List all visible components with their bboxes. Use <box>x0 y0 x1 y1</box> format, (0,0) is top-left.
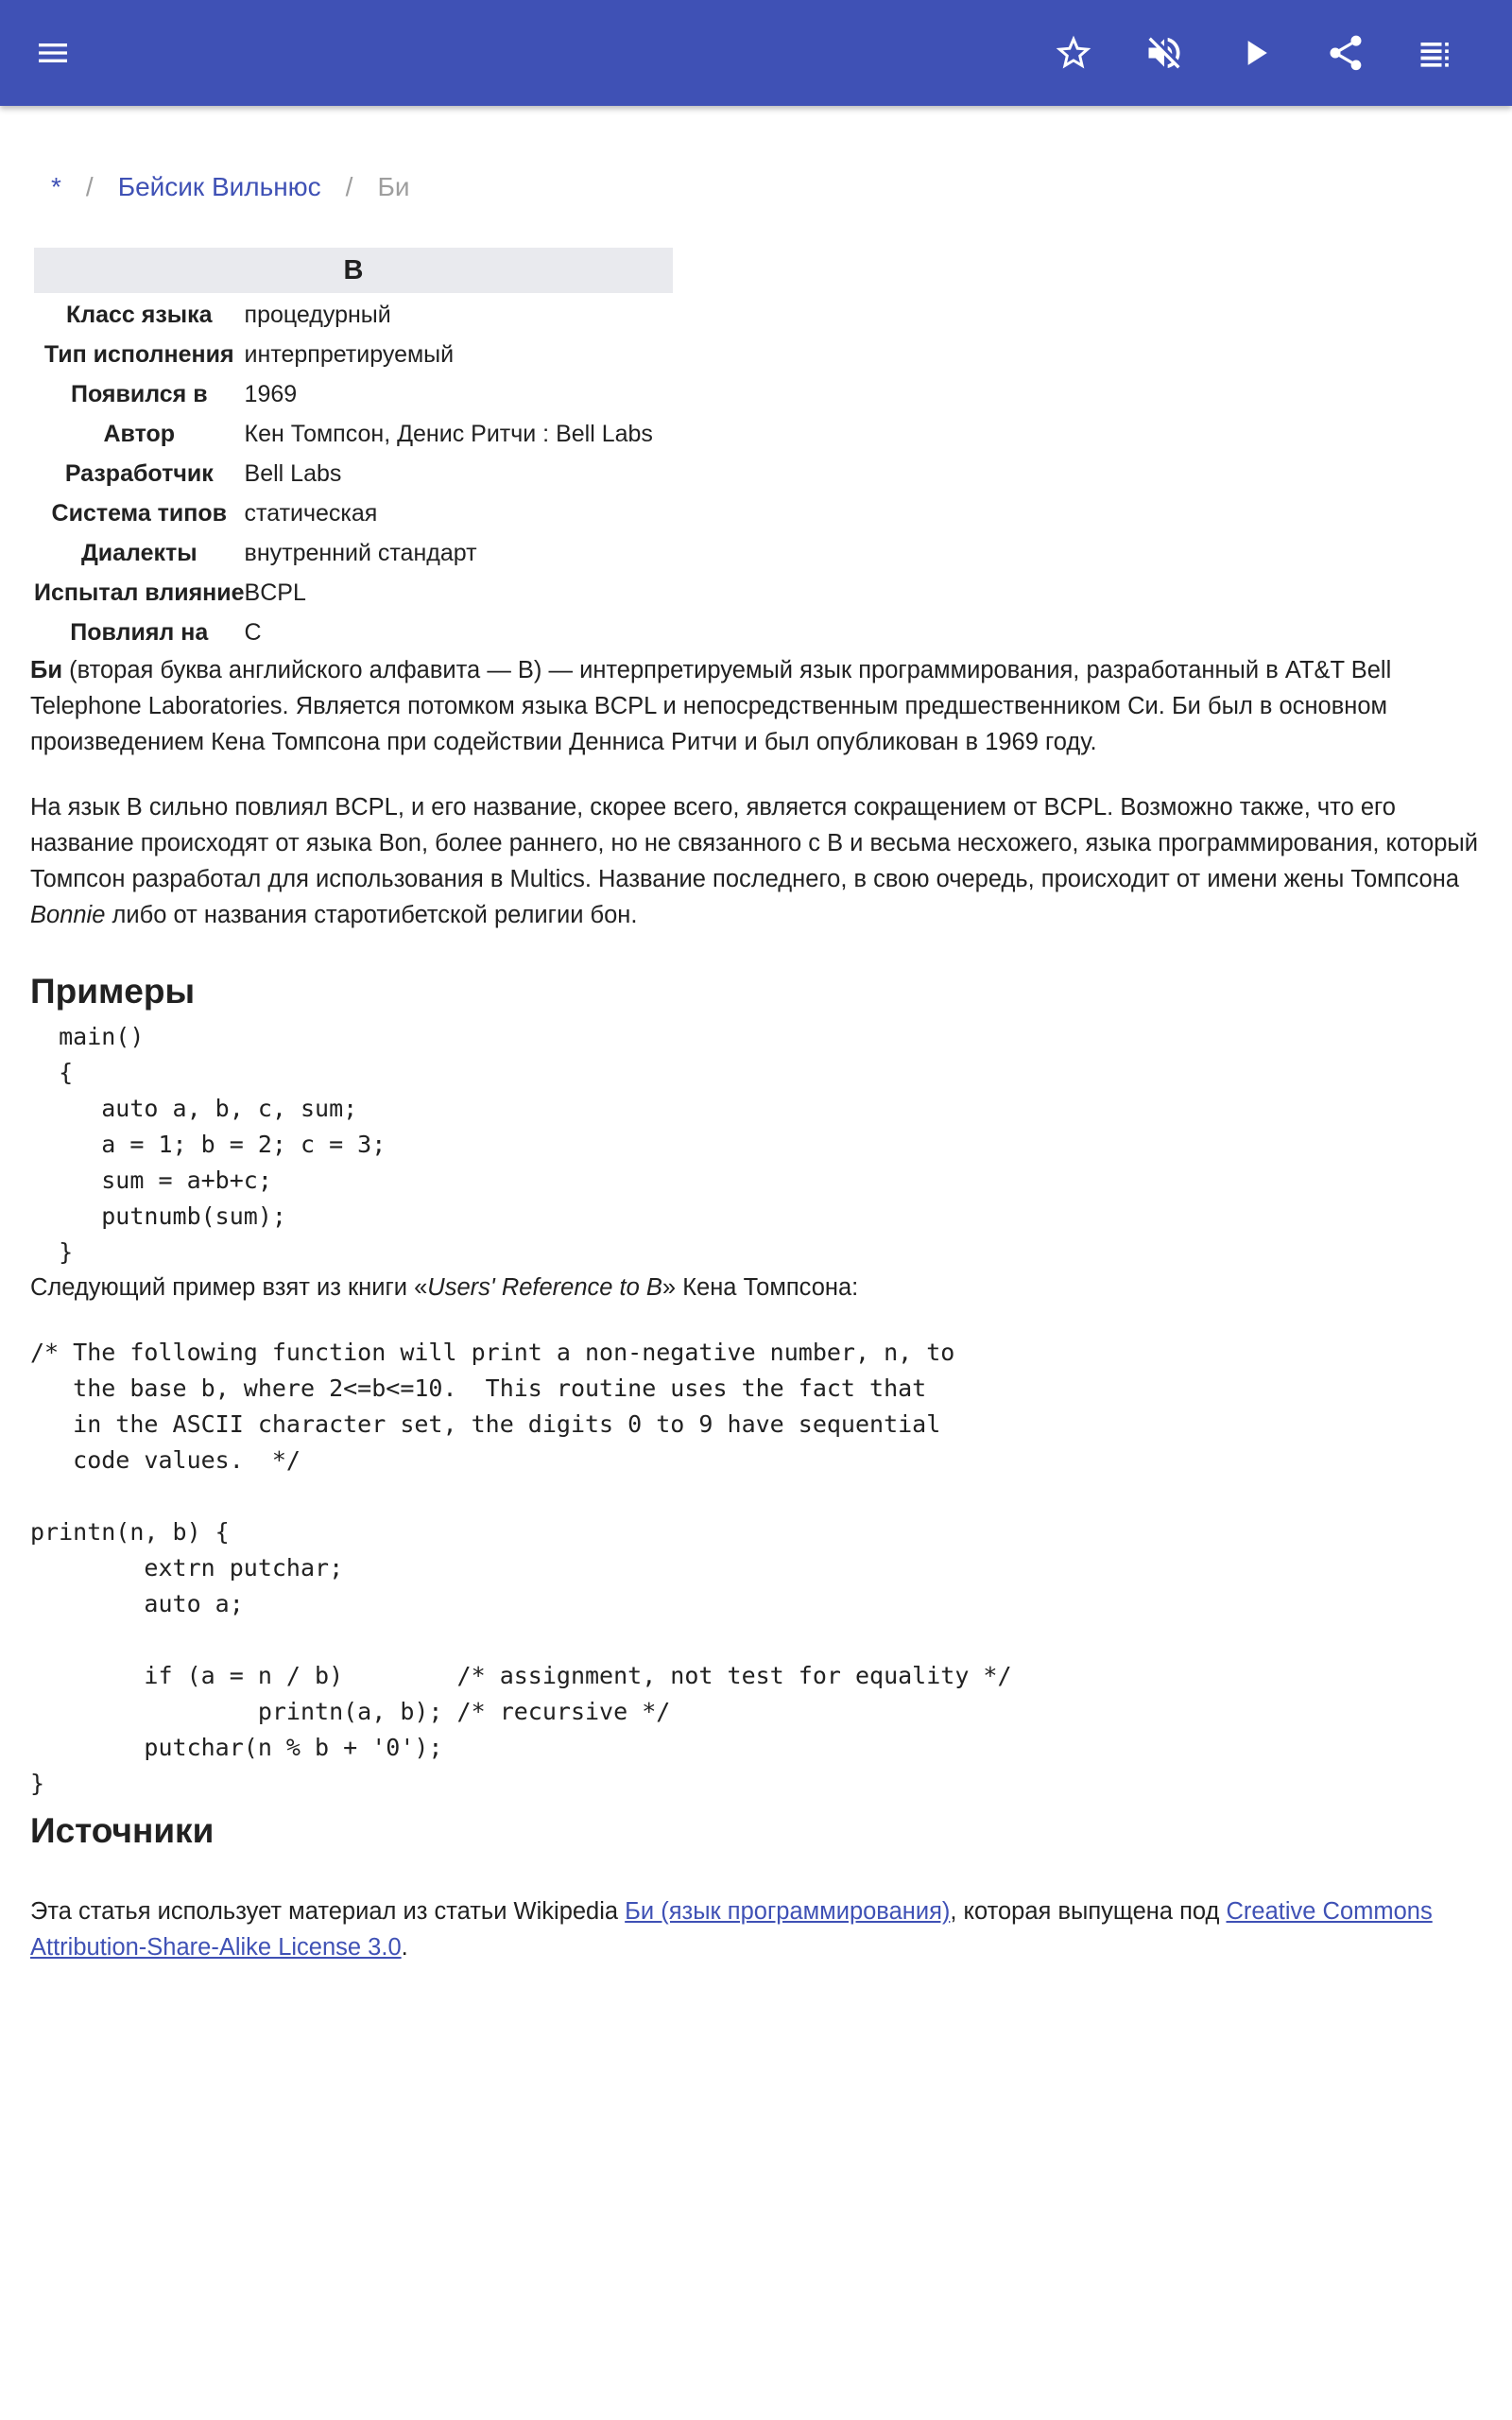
wikipedia-article-link[interactable]: Би (язык программирования) <box>625 1898 951 1925</box>
code-example-1: main() { auto a, b, c, sum; a = 1; b = 2; c = 3; sum = a+b+c; putnumb(sum); } <box>59 1023 387 1266</box>
infobox-title: B <box>34 248 673 293</box>
intro-text: (вторая буква английского алфавита — B) — интерпретируемый язык программирования, разработанный в AT&T Bell Telephone Laboratories. Является потомком языка BCPL и непосредственным предшественником Си. Би был в основном произведением Кена Томпсона при содействии Денниса Ритчи и был опубликован в 1969 году. <box>30 657 1392 755</box>
code-example-2: /* The following function will print a non-negative number, n, to the base b, where 2<=b<=10. This routine uses the fact that in the ASCII character set, the digits 0 to 9 have sequential code values. */ printn(n, b) { extrn putchar; auto a; if (a = n / b) /* assignment, not test for equality */ printn(a, b); /* recursive */ putchar(n % b + '0'); } <box>30 1339 1012 1797</box>
breadcrumb-separator: / <box>85 172 94 201</box>
infobox-label: Класс языка <box>65 302 213 328</box>
breadcrumb <box>51 168 409 206</box>
breadcrumb-current: Би <box>377 172 410 201</box>
caption-text: Следующий пример взят из книги « <box>30 1274 428 1301</box>
sources-paragraph <box>30 1893 1486 1965</box>
infobox-row <box>34 493 673 533</box>
share-icon[interactable] <box>1315 23 1376 83</box>
example-caption <box>30 1270 1486 1305</box>
infobox-row <box>34 414 673 454</box>
infobox-row <box>34 613 673 652</box>
infobox-value: BCPL <box>244 579 306 606</box>
infobox-value: статическая <box>244 500 378 527</box>
infobox-row <box>34 573 673 613</box>
caption-text-end: » Кена Томпсона: <box>662 1274 859 1301</box>
history-paragraph <box>30 789 1486 933</box>
infobox-label: Автор <box>103 421 176 447</box>
infobox-label: Повлиял на <box>70 619 209 646</box>
infobox-label: Диалекты <box>80 540 198 566</box>
infobox-value: интерпретируемый <box>244 341 455 368</box>
infobox-row <box>34 454 673 493</box>
infobox-table <box>34 295 673 652</box>
sources-heading: Источники <box>30 1811 215 1850</box>
infobox-value: C <box>244 619 262 646</box>
sources-text: Эта статья использует материал из статьи Wikipedia <box>30 1898 626 1925</box>
hamburger-menu-icon[interactable] <box>23 23 83 83</box>
sources-text-end: . <box>401 1934 408 1961</box>
infobox-row <box>34 533 673 573</box>
breadcrumb-separator: / <box>345 172 353 201</box>
infobox-value: внутренний стандарт <box>244 540 477 566</box>
infobox-value: Кен Томпсон, Денис Ритчи : Bell Labs <box>244 421 653 447</box>
infobox-row <box>34 335 673 374</box>
sources-text-middle: , которая выпущена под <box>950 1898 1227 1925</box>
infobox-value: Bell Labs <box>244 460 342 487</box>
infobox-label: Тип исполнения <box>43 341 234 368</box>
infobox-row <box>34 374 673 414</box>
intro-term: Би <box>30 657 63 683</box>
examples-heading: Примеры <box>30 972 196 1011</box>
infobox-value: 1969 <box>244 381 298 407</box>
play-icon[interactable] <box>1225 23 1285 83</box>
breadcrumb-home-link[interactable]: * <box>51 172 61 201</box>
volume-off-icon[interactable] <box>1134 23 1194 83</box>
infobox-value: процедурный <box>244 302 391 328</box>
app-bar <box>0 0 1512 106</box>
book-title: Users' Reference to B <box>427 1274 662 1301</box>
infobox <box>34 248 673 652</box>
license-link[interactable]: Creative Commons Attribution-Share-Alike License 3.0 <box>30 1898 1433 1961</box>
infobox-row <box>34 295 673 335</box>
infobox-label: Система типов <box>51 500 228 527</box>
favorite-star-icon[interactable] <box>1043 23 1104 83</box>
infobox-label: Разработчик <box>64 460 214 487</box>
breadcrumb-parent-link[interactable]: Бейсик Вильнюс <box>117 172 321 201</box>
history-italic: Bonnie <box>30 902 106 928</box>
history-text-end: либо от названия старотибетской религии бон. <box>105 902 638 928</box>
infobox-label: Испытал влияние <box>34 579 245 606</box>
history-text: На язык B сильно повлиял BCPL, и его название, скорее всего, является сокращением от BCPL. Возможно также, что его название происходят от языка Bon, более раннего, но не связанного с B и весьма несхожего, языка программирования, который Томпсон разработал для использования в Multics. Название последнего, в свою очередь, происходит от имени жены Томпсона <box>30 794 1478 892</box>
playlist-icon[interactable] <box>1406 23 1467 83</box>
intro-paragraph <box>30 652 1486 760</box>
infobox-label: Появился в <box>70 381 208 407</box>
